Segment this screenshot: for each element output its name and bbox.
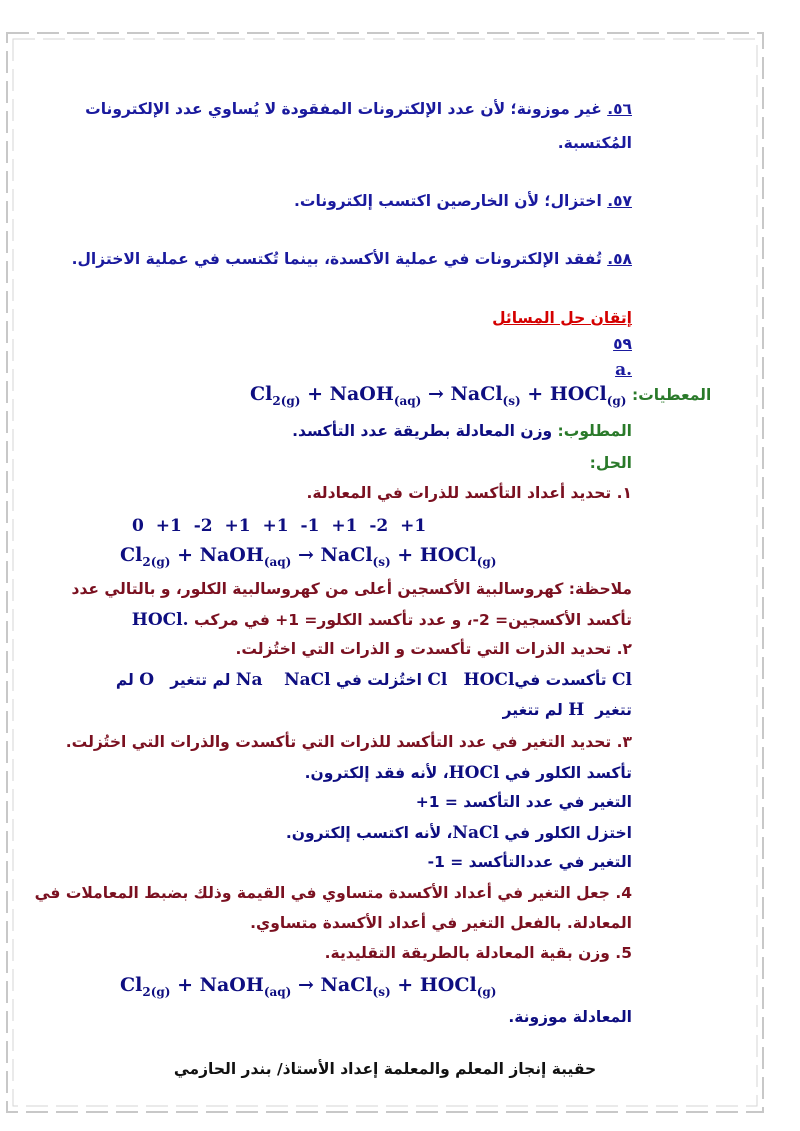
s2-reduced-in: اختُزلت في [336,671,422,689]
page-footer: حقيبة إنجاز المعلم والمعلمة إعداد الأستاذ/ بندر الحازمي [173,1060,597,1078]
step-2-line-1 [116,670,632,690]
answer-56-text: غير موزونة؛ لأن عدد الإلكترونات المفقودة لا يُساوي عدد الإلكترونات [85,100,608,118]
eq-naoh-state: (aq) [393,393,422,408]
eq-plus-1: + [307,383,323,405]
eq-naoh: NaOH [329,383,394,405]
eq3-cl2: Cl [120,974,143,996]
step-2-line-2 [503,700,632,720]
step-2: ٢. تحديد الذرات التي تأكسدت و الذرات التي اختُزلت. [235,640,632,658]
step-3-line-1 [305,763,632,783]
equation-3 [120,974,496,999]
step-4-line-2: المعادلة. بالفعل التغير في أعداد الأكسدة متساوي. [250,914,632,932]
step-3: ٣. تحديد التغير في عدد التأكسد للذرات التي تأكسدت والذرات التي اختُزلت. [65,733,632,751]
answer-58 [72,250,632,268]
eq-arrow: → [427,383,444,405]
given-label: المعطيات: [632,386,712,404]
eq-nacl-state: (s) [502,393,521,408]
s2-o: O [139,670,155,690]
given-equation [250,383,627,408]
eq3-arrow: → [297,974,314,996]
eq3-plus-2: + [397,974,414,996]
s2-not: لم [115,671,134,689]
answer-57 [294,192,632,210]
eq-plus-2: + [527,383,544,405]
part-label: a. [615,360,632,380]
step-5: 5. وزن بقية المعادلة بالطريقة التقليدية. [324,944,632,962]
answer-56-continuation: المُكتسبة. [557,134,632,152]
s2-nacl: NaCl [284,670,331,690]
eq2-naoh: NaOH [199,544,264,566]
answer-58-number: ٥٨. [607,250,632,268]
eq3-hocl-state: (g) [476,984,497,999]
answer-56-number: ٥٦. [607,100,632,118]
eq2-nacl-state: (s) [372,554,391,569]
s3-l3-formula: NaCl [452,823,499,843]
step-3-line-3 [286,823,632,843]
step-3-line-2: التغير في عدد التأكسد = 1+ [415,793,632,811]
eq2-arrow: → [297,544,314,566]
given-line [250,383,711,408]
problem-number: ٥٩ [613,335,632,353]
s3-l1-formula: HOCl [448,763,500,783]
oxidation-numbers: 0 +1 -2 +1 +1 -1 +1 -2 +1 [132,516,427,536]
eq2-cl2-state: 2(g) [142,554,171,569]
eq2-hocl: HOCl [419,544,477,566]
eq3-cl2-state: 2(g) [142,984,171,999]
step-1: ١. تحديد أعداد التأكسد للذرات في المعادلة. [306,484,632,502]
s2-na: Na [235,670,263,690]
eq2-plus-1: + [177,544,193,566]
solution-label: الحل: [589,454,632,472]
s2-h-unchanged: لم تتغير [502,701,563,719]
s3-l3-pre: اختزل الكلور في [504,824,632,842]
required-line [292,422,632,440]
s2-change: تتغير [595,701,632,719]
answer-58-text: تُفقد الإلكترونات في عملية الأكسدة، بينما تُكتسب في عملية الاختزال. [71,250,608,268]
section-title: إتقان حل المسائل [492,309,632,327]
eq2-hocl-state: (g) [476,554,497,569]
s2-h: H [568,700,585,720]
s2-unchanged: لم تتغير [170,671,231,689]
note-line-1: ملاحظة: كهروسالبية الأكسجين أعلى من كهروسالبية الكلور، و بالتالي عدد [71,580,632,598]
s2-hocl: HOCl [463,670,515,690]
s2-cl-2: Cl [427,670,448,690]
answer-57-number: ٥٧. [607,192,632,210]
eq3-nacl-state: (s) [372,984,391,999]
eq-hocl: HOCl [549,383,607,405]
eq3-plus-1: + [177,974,193,996]
eq3-naoh-state: (aq) [263,984,292,999]
eq2-cl2: Cl [120,544,143,566]
conclusion: المعادلة موزونة. [508,1008,632,1026]
note-line-2-formula: HOCl. [131,610,189,630]
step-4-line-1: 4. جعل التغير في أعداد الأكسدة متساوي في القيمة وذلك بضبط المعاملات في [34,884,632,902]
step-3-line-4: التغير في عددالتأكسد = 1- [427,853,632,871]
note-line-2-text: تأكسد الأكسجين= 2-، و عدد تأكسد الكلور= 1+ في مركب [193,611,632,629]
s2-cl-1: Cl [612,670,632,690]
eq-cl2-state: 2(g) [272,393,301,408]
eq-nacl: NaCl [450,383,503,405]
eq2-plus-2: + [397,544,414,566]
eq3-naoh: NaOH [199,974,264,996]
s3-l1-post: ، لأنه فقد إلكترون. [304,764,449,782]
eq-hocl-state: (g) [606,393,627,408]
eq2-nacl: NaCl [320,544,373,566]
s2-oxidized-in: تأكسدت في [514,671,607,689]
s3-l1-pre: تأكسد الكلور في [504,764,632,782]
eq3-nacl: NaCl [320,974,373,996]
note-line-2 [132,610,632,630]
answer-57-text: اختزال؛ لأن الخارصين اكتسب إلكترونات. [294,192,608,210]
equation-2 [120,544,496,569]
required-text: وزن المعادلة بطريقة عدد التأكسد. [292,422,558,440]
eq3-hocl: HOCl [419,974,477,996]
s3-l3-post: ، لأنه اكتسب إلكترون. [285,824,453,842]
eq2-naoh-state: (aq) [263,554,292,569]
answer-56 [85,100,632,118]
eq-cl2: Cl [250,383,273,405]
required-label: المطلوب: [557,422,632,440]
